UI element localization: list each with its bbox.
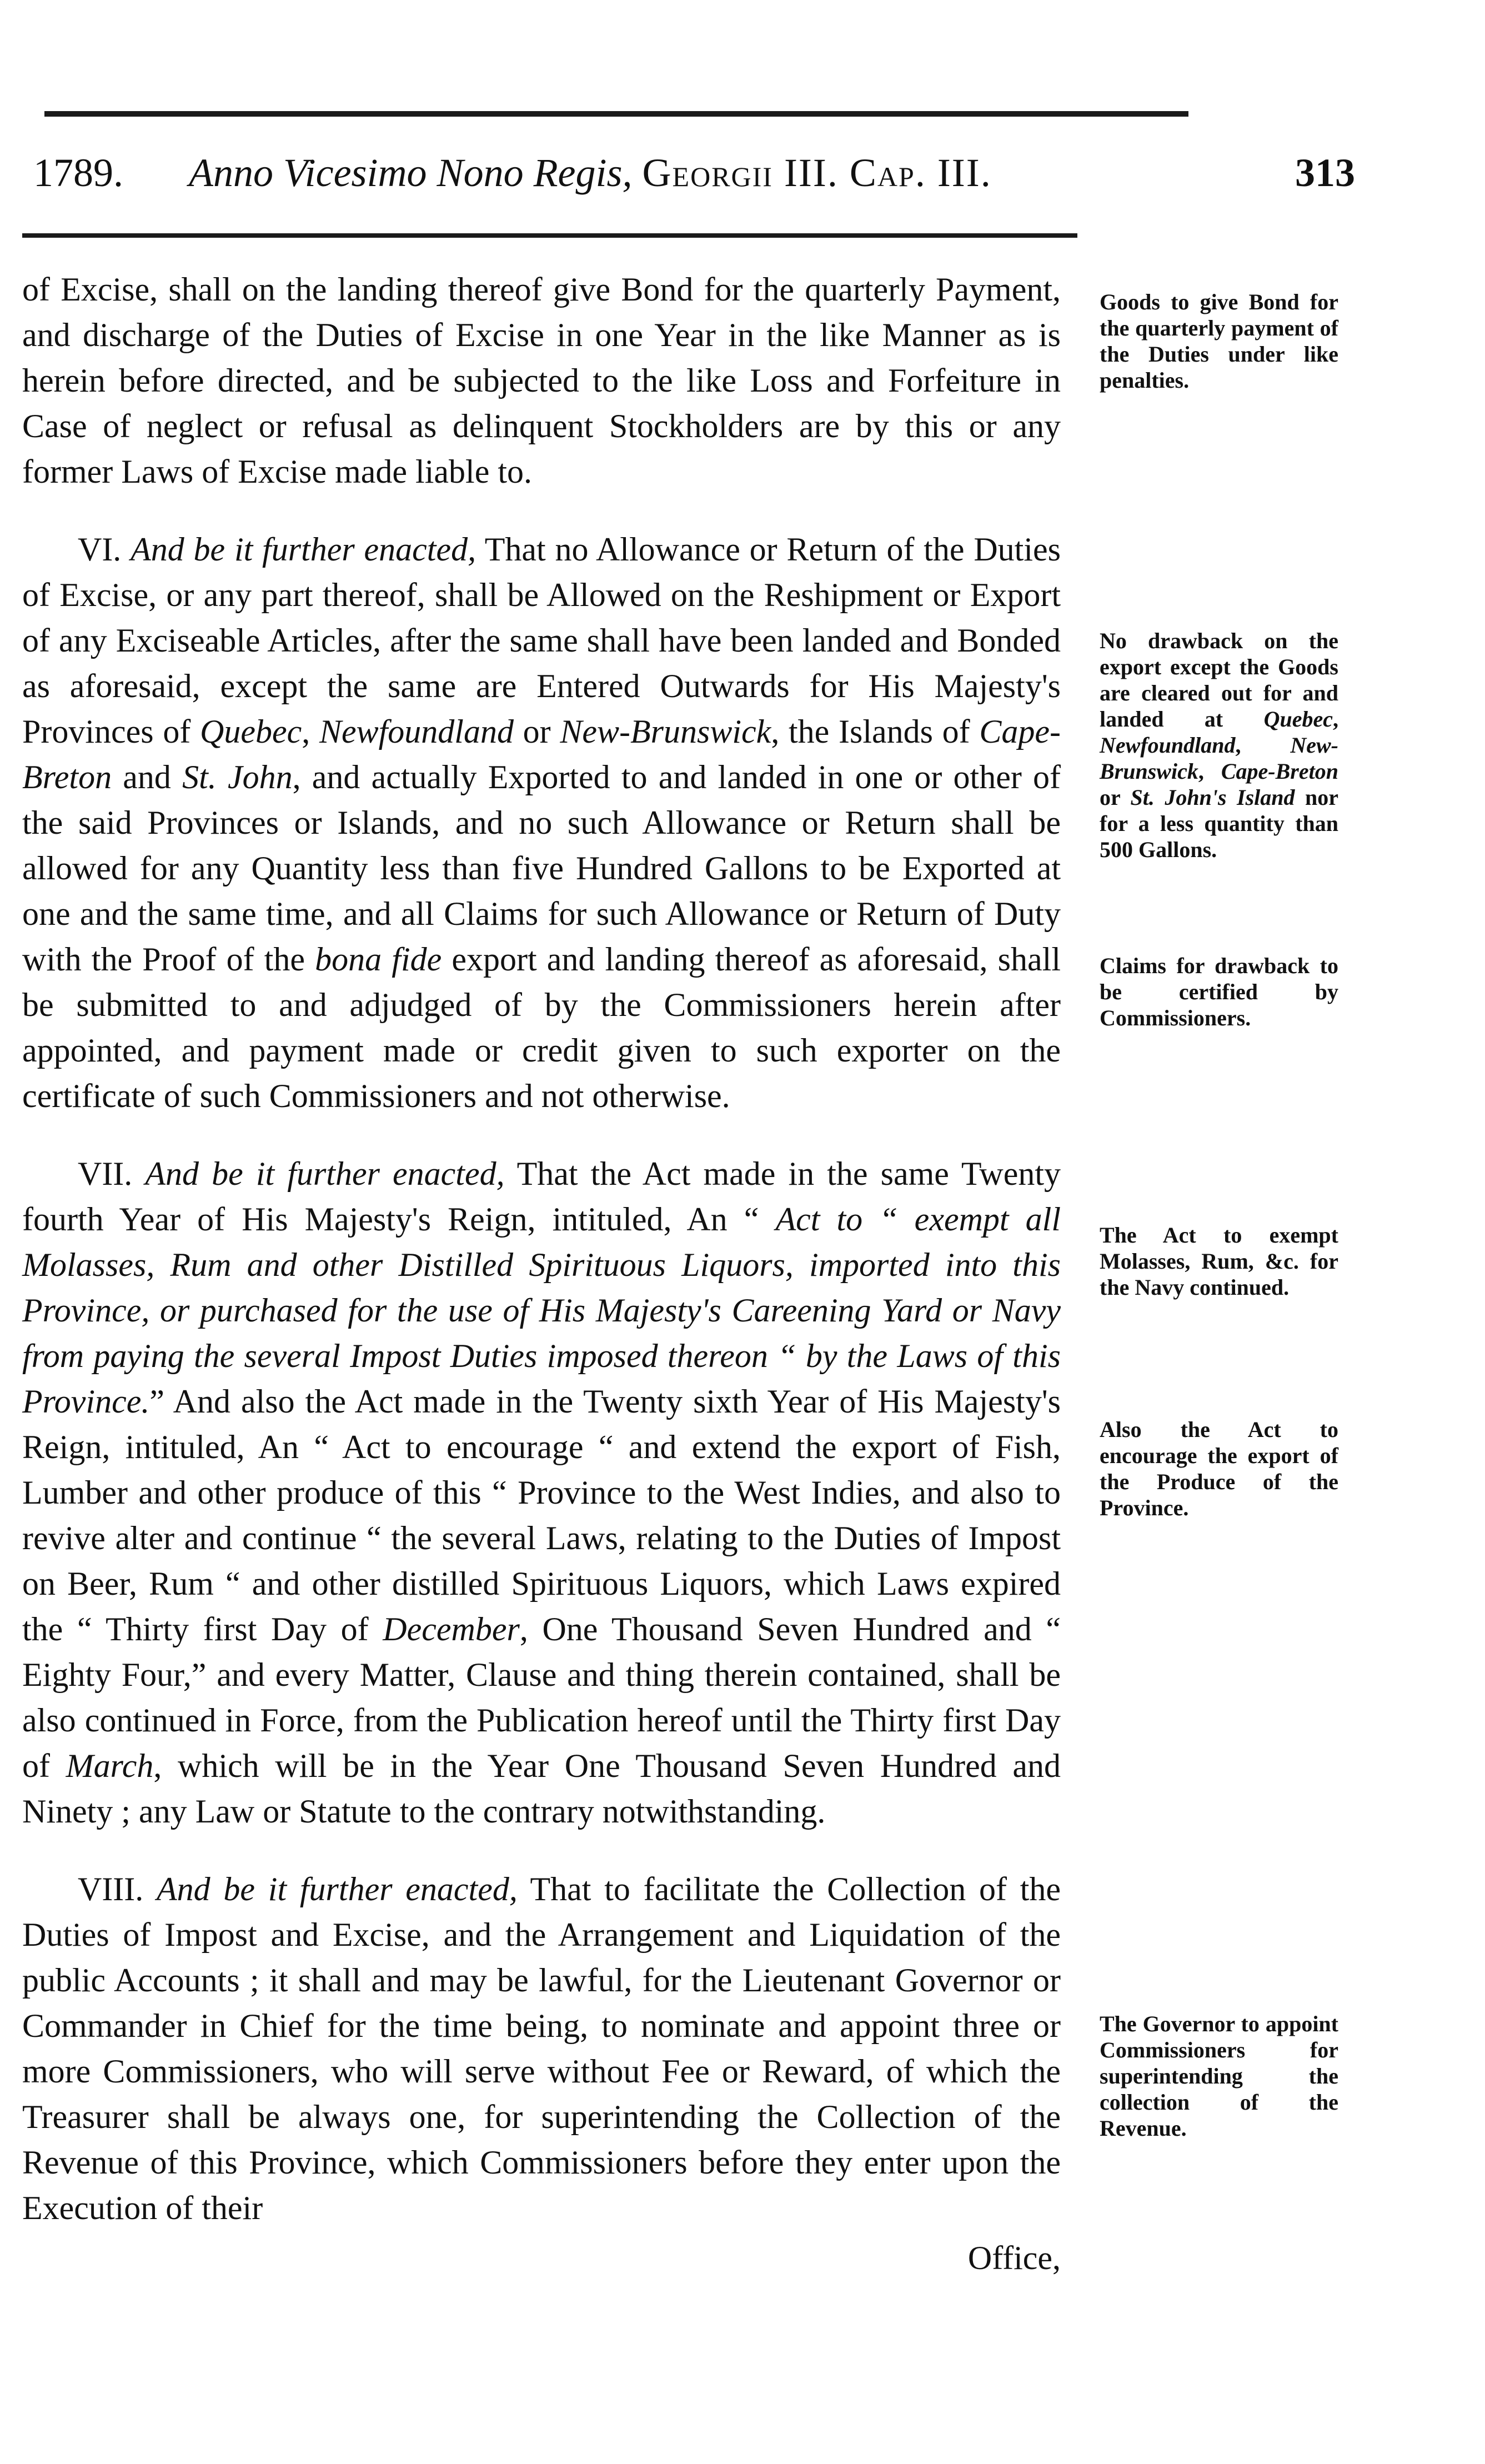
section-vi-lead: And be it further enacted, bbox=[131, 531, 476, 568]
separator: , bbox=[1235, 733, 1291, 758]
page-number: 313 bbox=[1295, 151, 1355, 195]
note-text: No drawback on the export except the Goods are cleared out for and landed at bbox=[1100, 628, 1338, 732]
section-vi-number: VI. bbox=[78, 531, 122, 568]
section-viii-lead: And be it further enacted, bbox=[157, 1871, 518, 1907]
month-december: December bbox=[383, 1611, 520, 1647]
separator: or bbox=[1100, 785, 1131, 810]
header-top-rule bbox=[44, 111, 1188, 117]
main-text-column bbox=[22, 267, 1061, 2281]
note-place: Newfoundland bbox=[1100, 733, 1236, 758]
separator: and bbox=[112, 759, 183, 795]
section-viii-text: That to facilitate the Collection of the Duties of Impost and Excise, and the Arrangement and Liquidation of the public Accounts ; it shall and may be lawful, for the Lieutenant Governor or Commander in Chief for the time being, to nominate and appoint three or more Commissioners, who will serve without Fee or Reward, of which the Treasurer shall be always one, for superintending the Collection of the Revenue of this Province, which Commissioners before they enter upon the Execution of their bbox=[22, 1871, 1061, 2226]
margin-note-export-act: Also the Act to encourage the export of the Produce of the Province. bbox=[1100, 1417, 1338, 1520]
place-newfoundland: Newfoundland bbox=[319, 713, 514, 750]
section-vi-text-d: export and landing thereof as aforesaid, shall be submitted to and adjudged of by the Commissioners herein after appointed, and payment made or credit given to such exporter on the certificate of such Commissioners and not otherwise. bbox=[22, 941, 1061, 1114]
header-bottom-rule bbox=[22, 233, 1077, 238]
section-vii-text-a: That the Act made in the same Twenty fourth Year of His Majesty's Reign, intituled, An “ bbox=[22, 1155, 1061, 1238]
catchword: Office, bbox=[967, 2240, 1061, 2276]
month-march: March bbox=[66, 1747, 154, 1784]
margin-note-commissioners: The Governor to appoint Commissioners for superintending the collection of the Revenue. bbox=[1100, 2011, 1338, 2141]
place-st-john: St. John bbox=[182, 759, 293, 795]
margin-note-bond: Goods to give Bond for the quarterly payment of the Duties under like penalties. bbox=[1100, 289, 1338, 393]
separator: or bbox=[513, 713, 560, 750]
section-vi-text-c: , and actually Exported to and landed in one or other of the said Provinces or Islands, and no such Allowance or Return shall be allowed for any Quantity less than five Hundred Gallons to be Exported at one and the same time, and all Claims for such Allowance or Return of Duty with the Proof of the bbox=[22, 759, 1061, 978]
separator: , bbox=[1333, 707, 1338, 732]
note-place: Cape-Breton bbox=[1221, 759, 1338, 784]
place-cape-breton: Cape-Breton bbox=[22, 713, 1061, 795]
section-vii-text-d: , which will be in the Year One Thousand Seven Hundred and Ninety ; any Law or Statute to the contrary notwithstanding. bbox=[22, 1747, 1061, 1830]
section-vii-text-b: ” And also the Act made in the Twenty sixth Year of His Majesty's Reign, intituled, An “ Act to encourage “ and extend the export of Fish, Lumber and other produce of this “ Province to the West Indies, and also to revive alter and continue “ the several Laws, relating to the Duties of Impost on Beer, Rum “ and other distilled Spirituous Liquors, which Laws expired the “ Thirty first Day of bbox=[22, 1383, 1061, 1647]
section-vi-text-b: , the Islands of bbox=[771, 713, 980, 750]
margin-note-claims: Claims for drawback to be certified by Commissioners. bbox=[1100, 953, 1338, 1030]
section-vi-text-a: That no Allowance or Return of the Duties of Excise, or any part thereof, shall be Allowed on the Reshipment or Export of any Exciseable Articles, after the same shall have been landed and Bonded as aforesaid, except the same are Entered Outwards for His Majesty's Provinces of bbox=[22, 531, 1061, 750]
header-year: 1789. bbox=[33, 151, 123, 195]
section-vii-text-c: , One Thousand Seven Hundred and “ Eighty Four,” and every Matter, Clause and thing therein contained, shall be also continued in Force, from the Publication hereof until the Thirty first Day of bbox=[22, 1611, 1061, 1784]
header-regnal-year: Anno Vicesimo Nono Regis, bbox=[189, 151, 633, 195]
separator: , bbox=[302, 713, 319, 750]
place-new-brunswick: New-Brunswick bbox=[560, 713, 771, 750]
note-place: New-Brunswick bbox=[1100, 733, 1338, 784]
header-chapter: Georgii III. Cap. III. bbox=[642, 151, 992, 195]
section-viii-number: VIII. bbox=[78, 1871, 144, 1907]
separator: , bbox=[1198, 759, 1221, 784]
place-quebec: Quebec bbox=[200, 713, 302, 750]
running-header bbox=[33, 150, 1355, 211]
section-vii-lead: And be it further enacted, bbox=[145, 1155, 505, 1192]
note-place: St. John's Island bbox=[1130, 785, 1295, 810]
section-vii bbox=[22, 1151, 1061, 1834]
term-bona-fide: bona fide bbox=[315, 941, 442, 978]
paragraph-continued: of Excise, shall on the landing thereof give Bond for the quarterly Payment, and discharge of the Duties of Excise in one Year in the like Manner as is herein before directed, and be subjected to the like Loss and Forfeiture in Case of neglect or refusal as delinquent Stockholders are by this or any former Laws of Excise made liable to. bbox=[22, 271, 1061, 490]
margin-note-drawback bbox=[1100, 628, 1338, 863]
section-vi bbox=[22, 527, 1061, 1119]
note-text: nor for a less quantity than 500 Gallons. bbox=[1100, 785, 1338, 862]
note-place: Quebec bbox=[1263, 707, 1333, 732]
header-running-title bbox=[189, 150, 992, 196]
section-viii bbox=[22, 1866, 1061, 2231]
margin-note-navy-act: The Act to exempt Molasses, Rum, &c. for the Navy continued. bbox=[1100, 1223, 1338, 1300]
act-title-molasses: Act to “ exempt all Molasses, Rum and other Distilled Spirituous Liquors, imported into this Province, or purchased for the use of His Majesty's Careening Yard or Navy from paying the several Impost Duties imposed thereon “ by the Laws of this Province. bbox=[22, 1201, 1061, 1420]
section-vii-number: VII. bbox=[78, 1155, 133, 1192]
